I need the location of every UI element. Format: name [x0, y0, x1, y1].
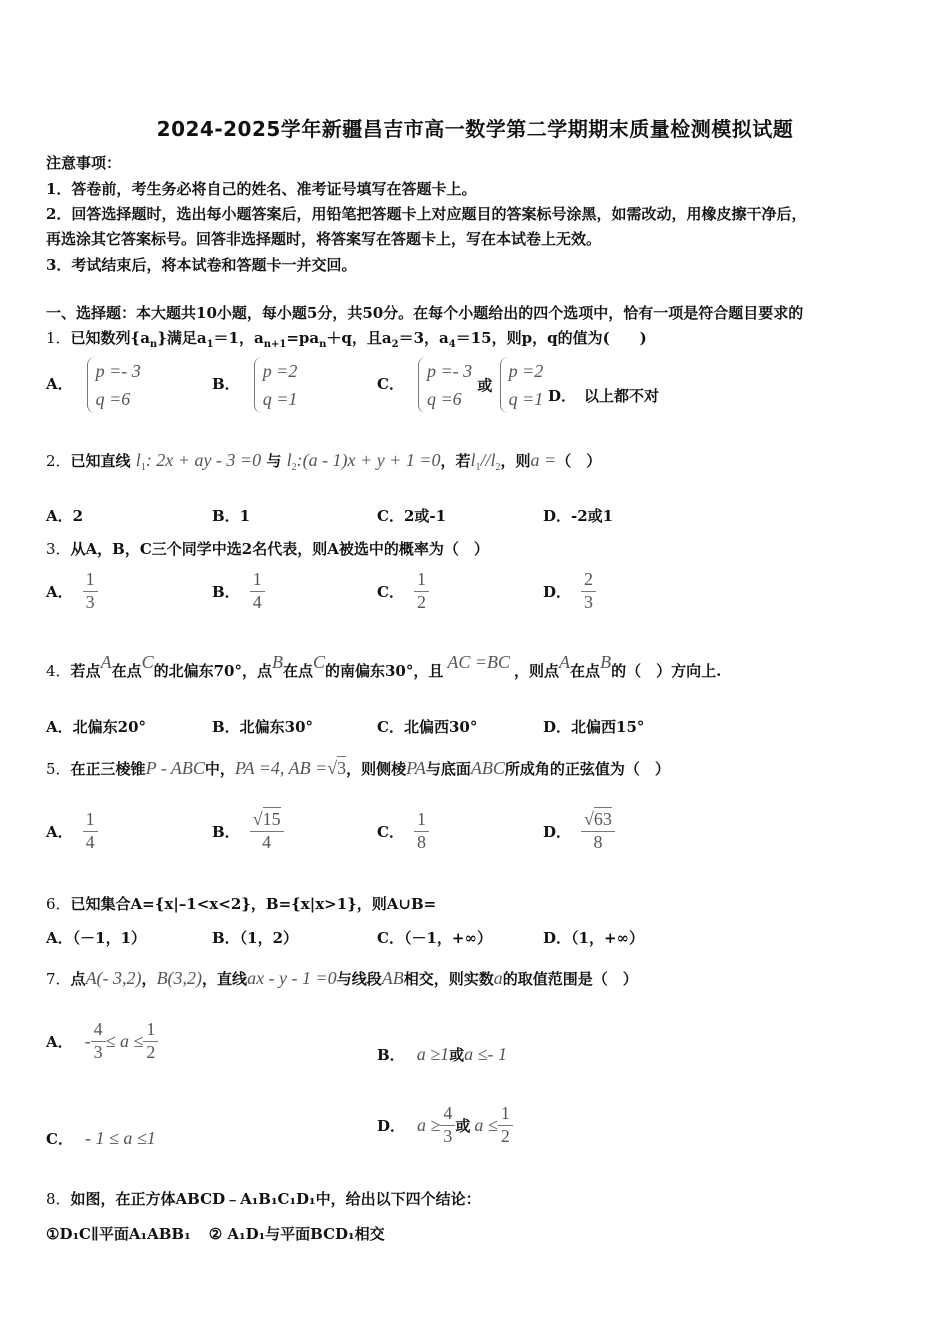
question-7: 7．点A(- 3,2)，B(3,2)，直线ax - y - 1 =0与线段AB相交，则实数a的取值范围是（ ） — [46, 968, 638, 988]
q4-option-c: C．北偏西30° — [377, 718, 478, 736]
notice-item-2: 2．回答选择题时，选出每小题答案后，用铅笔把答题卡上对应题目的答案标号涂黑，如需改动，用橡皮擦干净后， — [46, 205, 807, 223]
section-heading: 一、选择题：本大题共10小题，每小题5分，共50分。在每个小题给出的四个选项中，恰有一项是符合题目要求的 — [46, 304, 804, 322]
question-4: 4．若点A在点C的北偏东70°，点B在点C的南偏东30°，且 AC =BC ，则点A在点B的（ ）方向上. — [46, 652, 722, 680]
q6-option-a: A．（－1，1） — [46, 929, 147, 947]
q8-conclusions: ①D₁C∥平面A₁ABB₁ ② A₁D₁与平面BCD₁相交 — [46, 1225, 385, 1243]
q1-option-a: A． p =- 3 q =6 — [46, 357, 141, 413]
q5-option-d: D． $\frac{√63}{8}$ — [543, 810, 615, 853]
q3-option-c: C． $\frac{1}{2}$ — [377, 570, 429, 613]
q7-option-d: D． a ≥ $\frac{4}{3}$ 或 a ≤ $\frac{1}{2}$ — [377, 1104, 513, 1147]
q5-option-a: A． $\frac{1}{4}$ — [46, 810, 98, 853]
q4-option-a: A．北偏东20° — [46, 718, 147, 736]
q2-option-a: A．2 — [46, 507, 84, 525]
q3-option-b: B． $\frac{1}{4}$ — [212, 570, 265, 613]
q1-option-c: C． p =- 3 q =6 或 p =2 q =1 — [377, 357, 543, 413]
q5-option-b: B． $\frac{√15}{4}$ — [212, 810, 284, 853]
notice-item-1: 1．答卷前，考生务必将自己的姓名、准考证号填写在答题卡上。 — [46, 180, 477, 198]
q7-option-a: A． - $\frac{4}{3}$ ≤ a ≤ $\frac{1}{2}$ — [46, 1020, 158, 1063]
question-2: 2．已知直线 $l_1$: 2x + ay - 3 =0 与 $l_2:(a - 1)x + y + 1 =0$，若$l_1//l_2$，则a =（ ） — [46, 450, 602, 473]
q6-option-d: D．（1，+∞） — [543, 929, 645, 947]
q1-option-b: B． p =2 q =1 — [212, 357, 297, 413]
q3-option-a: A． $\frac{1}{3}$ — [46, 570, 98, 613]
q3-option-d: D． $\frac{2}{3}$ — [543, 570, 596, 613]
q6-option-c: C．（－1，+∞） — [377, 929, 492, 947]
question-3: 3．从A，B，C三个同学中选2名代表，则A被选中的概率为（ ） — [46, 540, 489, 558]
notice-item-2-cont: 再选涂其它答案标号。回答非选择题时，将答案写在答题卡上，写在本试卷上无效。 — [46, 230, 602, 248]
question-1: 1．已知数列$\{a_n\}$满足$a_1=1$，$a_{n+1}=pa_n+q$，且$a_2=3$，$a_4=15$，则p，q的值为( ) — [46, 329, 647, 350]
q2-option-d: D．-2或1 — [543, 507, 614, 525]
question-6: 6．已知集合A={x|–1<x<2}，B={x|x>1}，则A∪B= — [46, 895, 437, 913]
q1-option-d: D． 以上都不对 — [548, 387, 660, 405]
q7-option-b: B． a ≥1或a ≤- 1 — [377, 1044, 507, 1064]
notice-item-3: 3．考试结束后，将本试卷和答题卡一并交回。 — [46, 256, 357, 274]
page-title: 2024-2025学年新疆昌吉市高一数学第二学期期末质量检测模拟试题 — [156, 117, 794, 141]
question-8: 8．如图，在正方体ABCD﹣A₁B₁C₁D₁中，给出以下四个结论： — [46, 1190, 481, 1208]
q4-option-d: D．北偏西15° — [543, 718, 645, 736]
question-5: 5．在正三棱锥P - ABC中，PA =4, AB =√3，则侧棱PA与底面ABC所成角的正弦值为（ ） — [46, 758, 670, 778]
q7-option-c: C． - 1 ≤ a ≤1 — [46, 1128, 156, 1148]
q6-option-b: B．（1，2） — [212, 929, 299, 947]
q4-option-b: B．北偏东30° — [212, 718, 314, 736]
q2-option-b: B．1 — [212, 507, 251, 525]
q5-option-c: C． $\frac{1}{8}$ — [377, 810, 429, 853]
q2-option-c: C．2或-1 — [377, 507, 447, 525]
notice-heading: 注意事项： — [46, 154, 122, 172]
